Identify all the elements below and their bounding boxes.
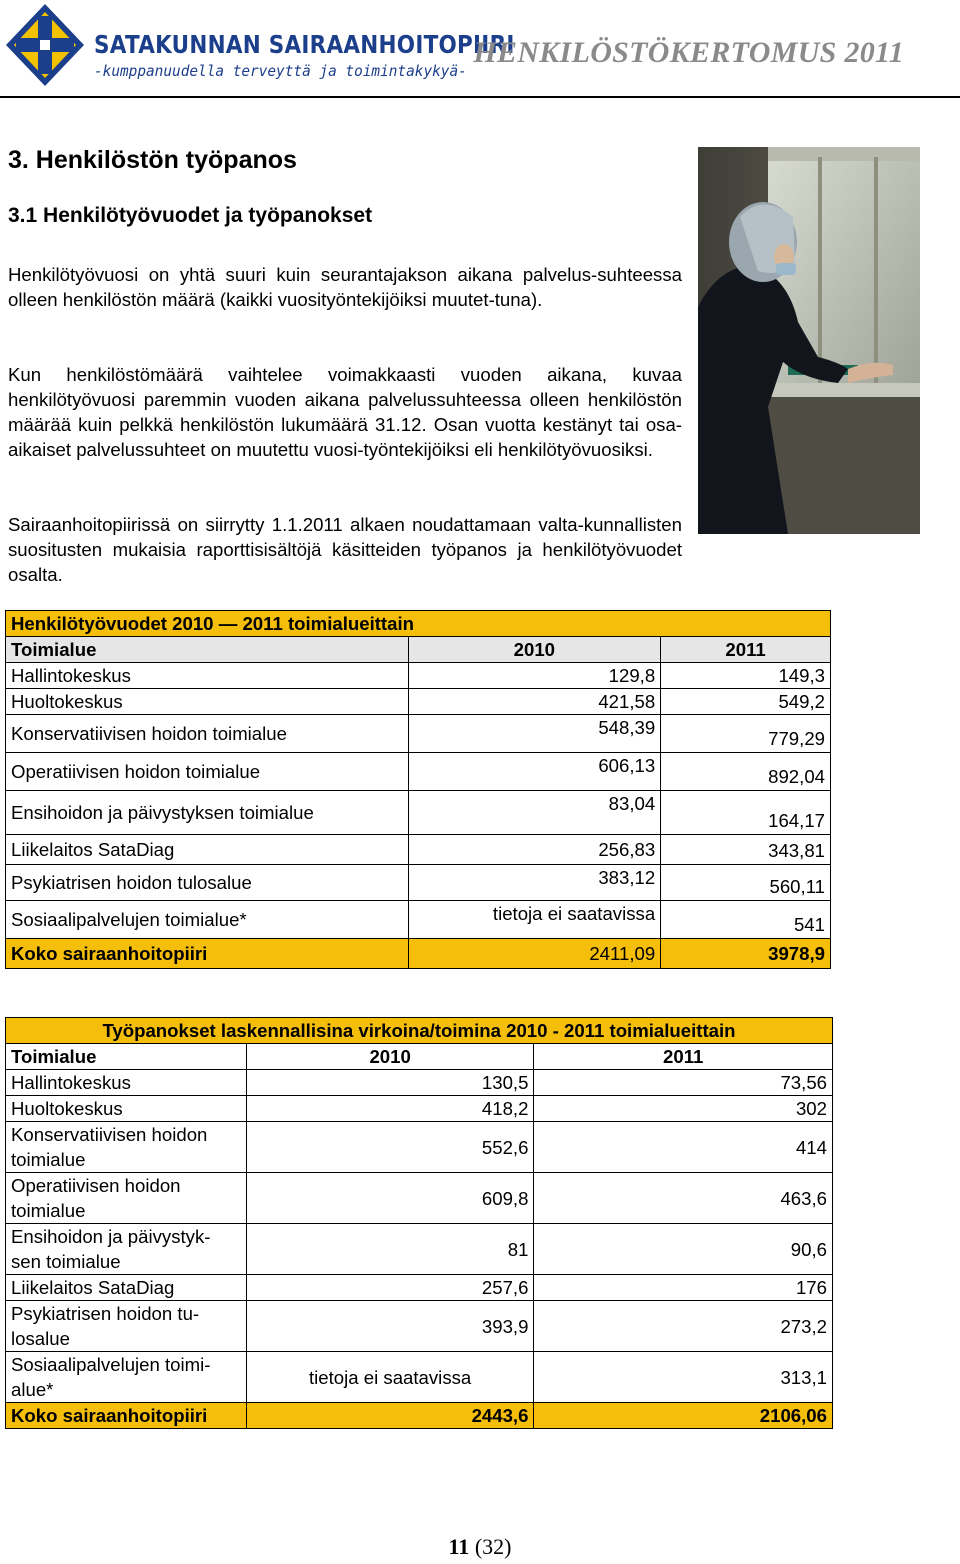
value-2011: 892,04 <box>661 753 831 791</box>
page-footer <box>0 1534 960 1560</box>
value-2010: 383,12 <box>408 865 661 901</box>
column-header-unit: Toimialue <box>6 637 409 663</box>
table-row <box>6 835 831 865</box>
unit-name: Hallintokeskus <box>6 663 409 689</box>
unit-name <box>6 1122 247 1173</box>
table-row <box>6 1070 833 1096</box>
value-2011: 90,6 <box>534 1224 833 1275</box>
value-2011: 541 <box>661 901 831 939</box>
value-2010: 129,8 <box>408 663 661 689</box>
paragraph-explanation: Kun henkilöstömäärä vaihtelee voimakkaasti vuoden aikana, kuvaa henkilötyövuosi paremmin vuoden aikana palvelussuhteessa olleen henkilöstön määrää kuin pelkkä henkilöstön lukumäärä 31.12. Osan vuotta kestänyt tai osa-aikaiset palvelussuhteet on muutettu vuosi-työntekijöiksi eli henkilötyövuosiksi. <box>8 364 682 460</box>
header-divider <box>0 96 960 98</box>
table-row <box>6 901 831 939</box>
value-2010: 257,6 <box>246 1275 534 1301</box>
total-2010: 2411,09 <box>408 939 661 969</box>
hospital-district-logo <box>4 2 86 88</box>
unit-name: Liikelaitos SataDiag <box>6 1275 247 1301</box>
value-2010: 130,5 <box>246 1070 534 1096</box>
table-row <box>6 1173 833 1224</box>
value-2011: 560,11 <box>661 865 831 901</box>
unit-name: Konservatiivisen hoidon toimialue <box>6 715 409 753</box>
unit-name <box>6 1352 247 1403</box>
value-2010: 393,9 <box>246 1301 534 1352</box>
value-2011: 302 <box>534 1096 833 1122</box>
unit-name <box>6 1173 247 1224</box>
unit-name-line2: losalue <box>11 1328 70 1349</box>
value-2010: 606,13 <box>408 753 661 791</box>
value-2011: 273,2 <box>534 1301 833 1352</box>
column-header-2010: 2010 <box>246 1044 534 1070</box>
unit-name-line2: toimialue <box>11 1200 86 1221</box>
unit-name: Hallintokeskus <box>6 1070 247 1096</box>
column-header-2011: 2011 <box>661 637 831 663</box>
value-2010: 418,2 <box>246 1096 534 1122</box>
value-2011: 343,81 <box>661 835 831 865</box>
value-2010: 256,83 <box>408 835 661 865</box>
unit-name: Huoltokeskus <box>6 1096 247 1122</box>
person-years-table <box>5 610 831 969</box>
table-row <box>6 715 831 753</box>
value-2011: 313,1 <box>534 1352 833 1403</box>
table-row <box>6 1275 833 1301</box>
value-2010: tietoja ei saatavissa <box>408 901 661 939</box>
table-row <box>6 1224 833 1275</box>
table-row <box>6 663 831 689</box>
table-row <box>6 1096 833 1122</box>
value-2011: 149,3 <box>661 663 831 689</box>
unit-name: Psykiatrisen hoidon tulosalue <box>6 865 409 901</box>
table-row <box>6 865 831 901</box>
table-row <box>6 791 831 835</box>
paragraph-change-note: Sairaanhoitopiirissä on siirrytty 1.1.2011 alkaen noudattamaan valta-kunnallisten suositusten mukaisia raporttisisältöjä käsitteiden työpanos ja henkilötyövuodet osalta. <box>8 514 682 585</box>
work-input-table <box>5 1017 833 1429</box>
total-label: Koko sairaanhoitopiiri <box>6 939 409 969</box>
value-2011: 164,17 <box>661 791 831 835</box>
subsection-heading: 3.1 Henkilötyövuodet ja työpanokset <box>8 204 373 227</box>
value-2011: 176 <box>534 1275 833 1301</box>
table-total-row <box>6 939 831 969</box>
value-2010: 421,58 <box>408 689 661 715</box>
unit-name-line1: Psykiatrisen hoidon tu- <box>11 1303 200 1324</box>
value-2011: 73,56 <box>534 1070 833 1096</box>
page-header <box>0 0 960 100</box>
value-2010: 552,6 <box>246 1122 534 1173</box>
value-2011: 779,29 <box>661 715 831 753</box>
report-title: HENKILÖSTÖKERTOMUS 2011 <box>473 36 904 69</box>
value-2011: 549,2 <box>661 689 831 715</box>
organization-name: SATAKUNNAN SAIRAANHOITOPIIRI <box>94 30 515 59</box>
paragraph-definition: Henkilötyövuosi on yhtä suuri kuin seurantajakson aikana palvelus-suhteessa olleen henkilöstön määrä (kaikki vuosityöntekijöiksi muutet-tuna). <box>8 264 682 310</box>
table-row <box>6 689 831 715</box>
unit-name: Huoltokeskus <box>6 689 409 715</box>
unit-name-line2: alue* <box>11 1379 54 1400</box>
value-2011: 463,6 <box>534 1173 833 1224</box>
table-row <box>6 1301 833 1352</box>
total-2011: 3978,9 <box>661 939 831 969</box>
table-row <box>6 1122 833 1173</box>
unit-name-line1: Operatiivisen hoidon <box>11 1175 181 1196</box>
page-total: (32) <box>474 1534 512 1559</box>
unit-name-line1: Sosiaalipalvelujen toimi- <box>11 1354 211 1375</box>
table-total-row <box>6 1403 833 1429</box>
total-2011: 2106,06 <box>534 1403 833 1429</box>
unit-name: Ensihoidon ja päivystyksen toimialue <box>6 791 409 835</box>
unit-name: Sosiaalipalvelujen toimialue* <box>6 901 409 939</box>
table-row <box>6 753 831 791</box>
page-number: 11 <box>448 1534 470 1559</box>
value-2010: 81 <box>246 1224 534 1275</box>
unit-name <box>6 1301 247 1352</box>
table-title: Henkilötyövuodet 2010 — 2011 toimialueittain <box>6 611 831 637</box>
total-label: Koko sairaanhoitopiiri <box>6 1403 247 1429</box>
column-header-2011: 2011 <box>534 1044 833 1070</box>
unit-name: Operatiivisen hoidon toimialue <box>6 753 409 791</box>
unit-name: Liikelaitos SataDiag <box>6 835 409 865</box>
unit-name-line1: Konservatiivisen hoidon <box>11 1124 208 1145</box>
value-2010: 83,04 <box>408 791 661 835</box>
cleanroom-worker-photo <box>698 147 920 534</box>
value-2010: 548,39 <box>408 715 661 753</box>
value-2010: tietoja ei saatavissa <box>246 1352 534 1403</box>
total-2010: 2443,6 <box>246 1403 534 1429</box>
unit-name-line1: Ensihoidon ja päivystyk- <box>11 1226 211 1247</box>
unit-name <box>6 1224 247 1275</box>
value-2011: 414 <box>534 1122 833 1173</box>
table-title: Työpanokset laskennallisina virkoina/toimina 2010 - 2011 toimialueittain <box>6 1018 833 1044</box>
table-row <box>6 1352 833 1403</box>
value-2010: 609,8 <box>246 1173 534 1224</box>
unit-name-line2: sen toimialue <box>11 1251 121 1272</box>
organization-slogan: -kumppanuudella terveyttä ja toimintakykyä- <box>94 62 467 80</box>
unit-name-line2: toimialue <box>11 1149 86 1170</box>
section-heading: 3. Henkilöstön työpanos <box>8 146 297 174</box>
column-header-unit: Toimialue <box>6 1044 247 1070</box>
column-header-2010: 2010 <box>408 637 661 663</box>
